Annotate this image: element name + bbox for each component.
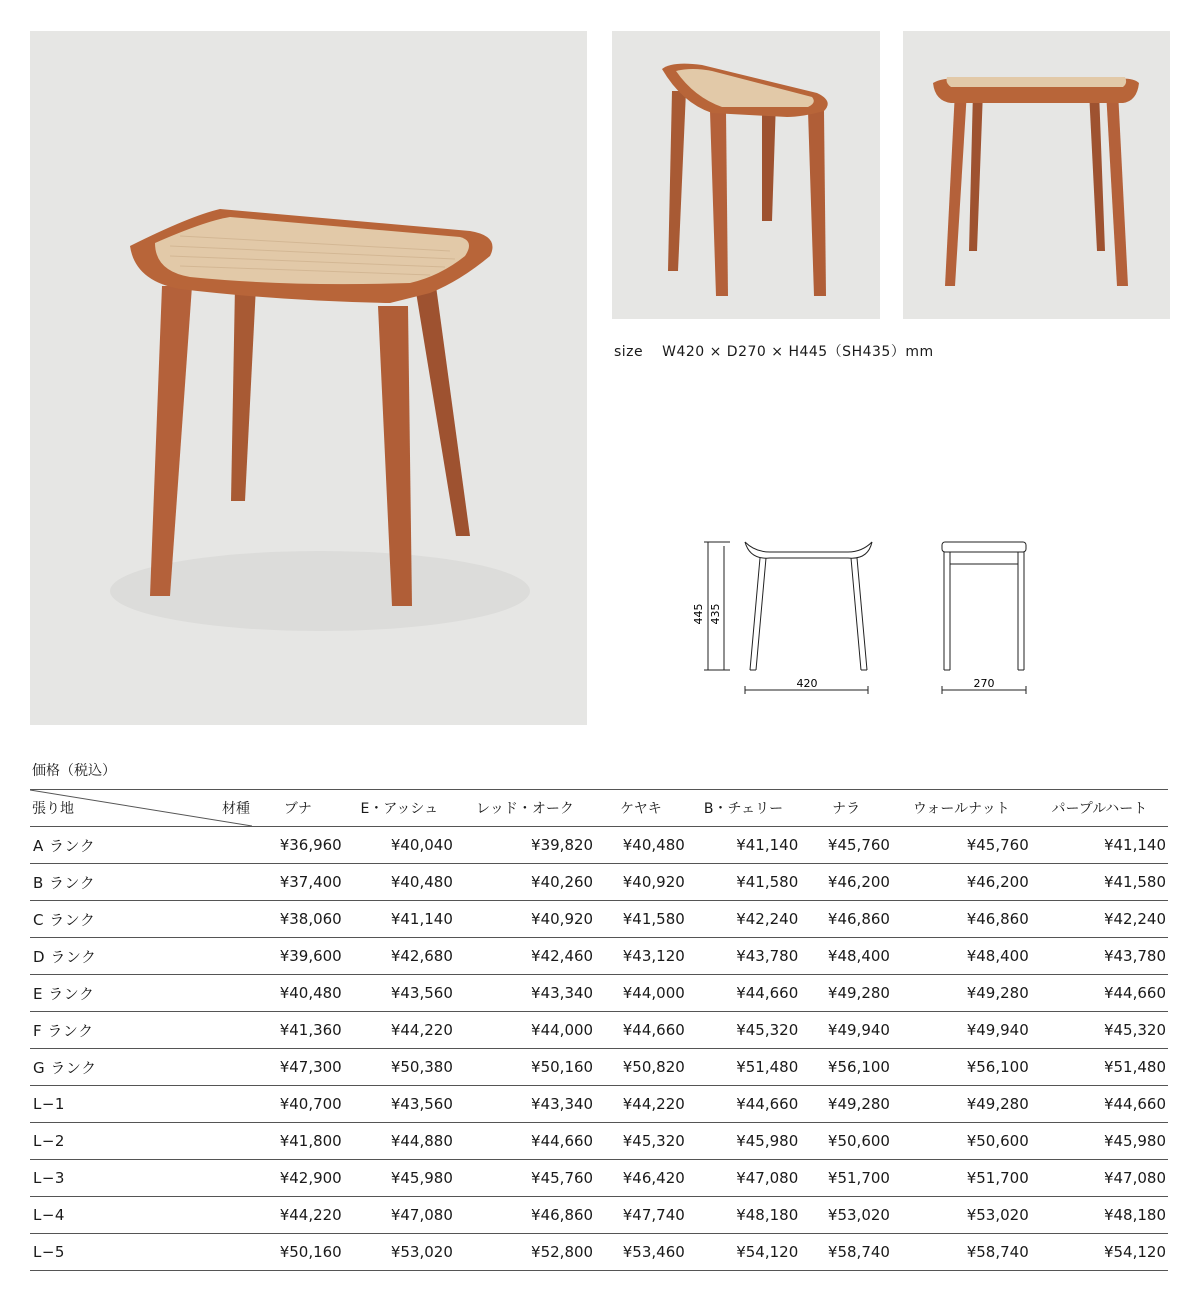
price-cell: ¥44,220 — [252, 1197, 344, 1234]
price-cell: ¥50,600 — [892, 1123, 1031, 1160]
price-cell: ¥43,780 — [1031, 938, 1168, 975]
price-cell: ¥50,600 — [800, 1123, 892, 1160]
header-wood-label: 材種 — [222, 801, 250, 817]
price-cell: ¥46,860 — [455, 1197, 595, 1234]
table-row — [30, 1160, 1168, 1197]
price-cell: ¥48,180 — [687, 1197, 800, 1234]
price-cell: ¥41,140 — [344, 901, 455, 938]
rank-label: E ランク — [30, 975, 252, 1012]
size-specification — [614, 341, 934, 361]
price-cell: ¥51,480 — [687, 1049, 800, 1086]
price-cell: ¥44,660 — [1031, 1086, 1168, 1123]
price-cell: ¥43,560 — [344, 975, 455, 1012]
price-cell: ¥47,080 — [1031, 1160, 1168, 1197]
price-cell: ¥40,480 — [595, 827, 687, 864]
stool-photo-front — [903, 31, 1170, 319]
price-cell: ¥42,240 — [1031, 901, 1168, 938]
price-cell: ¥44,220 — [595, 1086, 687, 1123]
price-cell: ¥41,140 — [1031, 827, 1168, 864]
price-cell: ¥46,420 — [595, 1160, 687, 1197]
price-cell: ¥45,980 — [1031, 1123, 1168, 1160]
price-cell: ¥44,660 — [687, 975, 800, 1012]
price-cell: ¥47,080 — [344, 1197, 455, 1234]
price-cell: ¥48,400 — [800, 938, 892, 975]
rank-label: B ランク — [30, 864, 252, 901]
price-cell: ¥44,880 — [344, 1123, 455, 1160]
table-row — [30, 975, 1168, 1012]
price-cell: ¥46,200 — [892, 864, 1031, 901]
price-cell: ¥49,280 — [892, 1086, 1031, 1123]
price-cell: ¥41,800 — [252, 1123, 344, 1160]
rank-label: L−5 — [30, 1234, 252, 1271]
price-cell: ¥54,120 — [687, 1234, 800, 1271]
dimension-drawing — [690, 530, 1050, 700]
rank-label: A ランク — [30, 827, 252, 864]
table-row — [30, 864, 1168, 901]
header-fabric-label: 張り地 — [32, 801, 74, 817]
table-row — [30, 827, 1168, 864]
table-row — [30, 1012, 1168, 1049]
price-cell: ¥44,000 — [595, 975, 687, 1012]
price-cell: ¥45,320 — [687, 1012, 800, 1049]
price-cell: ¥40,920 — [455, 901, 595, 938]
rank-label: L−1 — [30, 1086, 252, 1123]
price-cell: ¥49,280 — [800, 975, 892, 1012]
stool-angled-illustration — [612, 31, 880, 319]
price-cell: ¥45,320 — [1031, 1012, 1168, 1049]
price-cell: ¥41,580 — [595, 901, 687, 938]
wood-column-header: ケヤキ — [595, 790, 687, 827]
wood-column-header: E・アッシュ — [344, 790, 455, 827]
price-cell: ¥40,700 — [252, 1086, 344, 1123]
price-cell: ¥44,660 — [595, 1012, 687, 1049]
price-cell: ¥42,240 — [687, 901, 800, 938]
price-cell: ¥37,400 — [252, 864, 344, 901]
price-cell: ¥44,000 — [455, 1012, 595, 1049]
price-cell: ¥50,380 — [344, 1049, 455, 1086]
price-cell: ¥40,040 — [344, 827, 455, 864]
price-cell: ¥54,120 — [1031, 1234, 1168, 1271]
price-cell: ¥46,200 — [800, 864, 892, 901]
price-cell: ¥53,460 — [595, 1234, 687, 1271]
table-row — [30, 1123, 1168, 1160]
price-cell: ¥43,120 — [595, 938, 687, 975]
price-cell: ¥40,260 — [455, 864, 595, 901]
wood-column-header: B・チェリー — [687, 790, 800, 827]
price-cell: ¥40,480 — [252, 975, 344, 1012]
dim-seat-height: 435 — [709, 603, 722, 625]
price-cell: ¥42,680 — [344, 938, 455, 975]
price-cell: ¥41,360 — [252, 1012, 344, 1049]
price-cell: ¥44,220 — [344, 1012, 455, 1049]
price-table-body — [30, 827, 1168, 1271]
price-cell: ¥42,900 — [252, 1160, 344, 1197]
price-cell: ¥44,660 — [687, 1086, 800, 1123]
price-cell: ¥45,760 — [455, 1160, 595, 1197]
price-cell: ¥47,300 — [252, 1049, 344, 1086]
price-cell: ¥49,940 — [800, 1012, 892, 1049]
price-cell: ¥49,280 — [892, 975, 1031, 1012]
rank-label: L−4 — [30, 1197, 252, 1234]
price-cell: ¥49,280 — [800, 1086, 892, 1123]
price-cell: ¥43,560 — [344, 1086, 455, 1123]
price-cell: ¥44,660 — [1031, 975, 1168, 1012]
price-cell: ¥58,740 — [800, 1234, 892, 1271]
wood-column-header: ブナ — [252, 790, 344, 827]
price-cell: ¥58,740 — [892, 1234, 1031, 1271]
size-dimensions: W420 × D270 × H445（SH435）mm — [662, 344, 934, 360]
price-cell: ¥40,480 — [344, 864, 455, 901]
price-cell: ¥50,820 — [595, 1049, 687, 1086]
price-cell: ¥48,400 — [892, 938, 1031, 975]
dim-width: 420 — [796, 677, 818, 690]
table-row — [30, 938, 1168, 975]
price-cell: ¥56,100 — [892, 1049, 1031, 1086]
size-label: size — [614, 344, 644, 360]
price-cell: ¥49,940 — [892, 1012, 1031, 1049]
price-cell: ¥41,140 — [687, 827, 800, 864]
price-cell: ¥45,320 — [595, 1123, 687, 1160]
dim-depth: 270 — [973, 677, 995, 690]
price-cell: ¥43,780 — [687, 938, 800, 975]
price-table-title: 価格（税込） — [32, 763, 116, 779]
rank-label: F ランク — [30, 1012, 252, 1049]
price-cell: ¥36,960 — [252, 827, 344, 864]
price-cell: ¥53,020 — [892, 1197, 1031, 1234]
price-cell: ¥53,020 — [344, 1234, 455, 1271]
price-cell: ¥45,980 — [687, 1123, 800, 1160]
price-cell: ¥44,660 — [455, 1123, 595, 1160]
price-cell: ¥39,600 — [252, 938, 344, 975]
price-cell: ¥50,160 — [455, 1049, 595, 1086]
table-row — [30, 1086, 1168, 1123]
rank-label: L−3 — [30, 1160, 252, 1197]
price-cell: ¥53,020 — [800, 1197, 892, 1234]
price-cell: ¥51,700 — [892, 1160, 1031, 1197]
rank-label: L−2 — [30, 1123, 252, 1160]
price-cell: ¥43,340 — [455, 1086, 595, 1123]
price-cell: ¥51,700 — [800, 1160, 892, 1197]
price-cell: ¥45,980 — [344, 1160, 455, 1197]
price-cell: ¥38,060 — [252, 901, 344, 938]
table-row — [30, 901, 1168, 938]
price-table-header — [30, 790, 1168, 827]
price-cell: ¥41,580 — [687, 864, 800, 901]
stool-front-illustration — [903, 31, 1170, 319]
price-cell: ¥40,920 — [595, 864, 687, 901]
price-cell: ¥41,580 — [1031, 864, 1168, 901]
price-cell: ¥47,080 — [687, 1160, 800, 1197]
stool-photo-main — [30, 31, 587, 725]
dim-total-height: 445 — [692, 603, 705, 625]
price-cell: ¥45,760 — [800, 827, 892, 864]
wood-column-header: パープルハート — [1031, 790, 1168, 827]
price-cell: ¥45,760 — [892, 827, 1031, 864]
price-cell: ¥42,460 — [455, 938, 595, 975]
rank-label: D ランク — [30, 938, 252, 975]
price-cell: ¥43,340 — [455, 975, 595, 1012]
header-corner-cell — [30, 790, 252, 827]
price-cell: ¥50,160 — [252, 1234, 344, 1271]
price-cell: ¥52,800 — [455, 1234, 595, 1271]
price-cell: ¥46,860 — [800, 901, 892, 938]
stool-perspective-illustration — [30, 31, 587, 725]
wood-column-header: レッド・オーク — [455, 790, 595, 827]
rank-label: C ランク — [30, 901, 252, 938]
table-row — [30, 1049, 1168, 1086]
price-cell: ¥46,860 — [892, 901, 1031, 938]
price-cell: ¥47,740 — [595, 1197, 687, 1234]
table-row — [30, 1234, 1168, 1271]
price-cell: ¥48,180 — [1031, 1197, 1168, 1234]
rank-label: G ランク — [30, 1049, 252, 1086]
table-row — [30, 1197, 1168, 1234]
wood-column-header: ウォールナット — [892, 790, 1031, 827]
wood-column-header: ナラ — [800, 790, 892, 827]
price-cell: ¥56,100 — [800, 1049, 892, 1086]
price-cell: ¥51,480 — [1031, 1049, 1168, 1086]
price-cell: ¥39,820 — [455, 827, 595, 864]
stool-photo-angled — [612, 31, 880, 319]
price-table — [30, 789, 1168, 1271]
